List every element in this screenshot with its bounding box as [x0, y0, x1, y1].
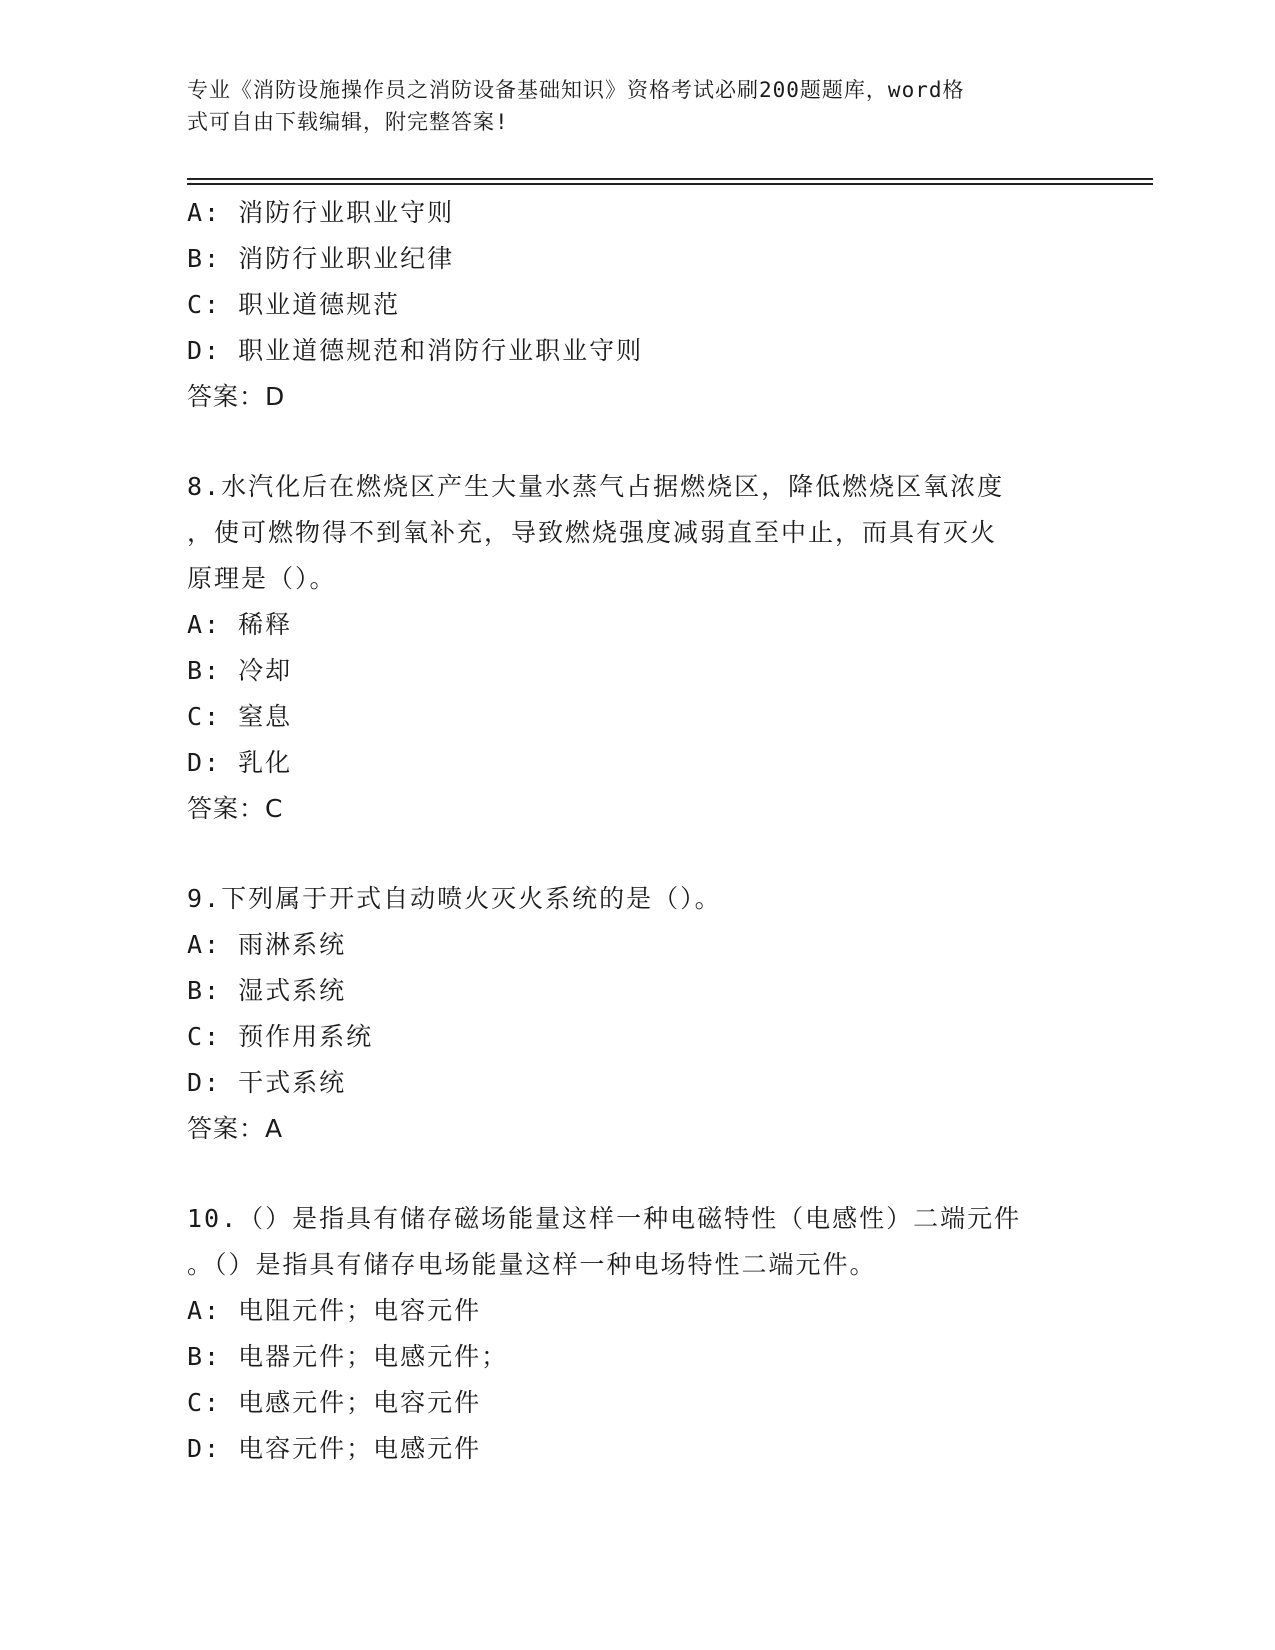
option-a: A: 消防行业职业守则 [187, 198, 455, 227]
option-d: D: 职业道德规范和消防行业职业守则 [187, 336, 644, 365]
question-7 [187, 190, 1087, 420]
question-text-line: 原理是（）。 [187, 564, 337, 593]
option-b: B: 湿式系统 [187, 976, 347, 1005]
answer: 答案：D [187, 382, 286, 411]
header-line-1: 专业《消防设施操作员之消防设备基础知识》资格考试必刷200题题库，word格 [187, 78, 965, 102]
option-b: B: 冷却 [187, 656, 293, 685]
option-d: D: 乳化 [187, 748, 293, 777]
header-rule-bottom [187, 183, 1153, 185]
question-text-line: 9.下列属于开式自动喷火灭火系统的是（）。 [187, 884, 722, 913]
header-rule-top [187, 178, 1153, 180]
question-8 [187, 464, 1087, 832]
option-c: C: 窒息 [187, 702, 293, 731]
header-line-2: 式可自由下载编辑，附完整答案! [187, 110, 509, 134]
option-c: C: 预作用系统 [187, 1022, 374, 1051]
option-a: A: 雨淋系统 [187, 930, 347, 959]
answer: 答案：C [187, 794, 284, 823]
question-text-line: 8.水汽化后在燃烧区产生大量水蒸气占据燃烧区，降低燃烧区氧浓度 [187, 472, 1005, 501]
option-d: D: 电容元件；电感元件 [187, 1434, 482, 1463]
option-a: A: 电阻元件；电容元件 [187, 1296, 482, 1325]
document-header [187, 74, 1067, 138]
option-a: A: 稀释 [187, 610, 293, 639]
question-9 [187, 876, 1087, 1152]
question-text-line: ，使可燃物得不到氧补充，导致燃烧强度减弱直至中止，而具有灭火 [187, 518, 998, 547]
option-c: C: 职业道德规范 [187, 290, 401, 319]
option-c: C: 电感元件；电容元件 [187, 1388, 482, 1417]
question-text-line: 。（）是指具有储存电场能量这样一种电场特性二端元件。 [187, 1250, 877, 1279]
option-d: D: 干式系统 [187, 1068, 347, 1097]
question-10 [187, 1196, 1087, 1472]
question-text-line: 10.（）是指具有储存磁场能量这样一种电磁特性（电感性）二端元件 [187, 1204, 1022, 1233]
document-body [187, 190, 1087, 1472]
option-b: B: 电器元件；电感元件； [187, 1342, 509, 1371]
answer: 答案：A [187, 1114, 284, 1143]
option-b: B: 消防行业职业纪律 [187, 244, 455, 273]
